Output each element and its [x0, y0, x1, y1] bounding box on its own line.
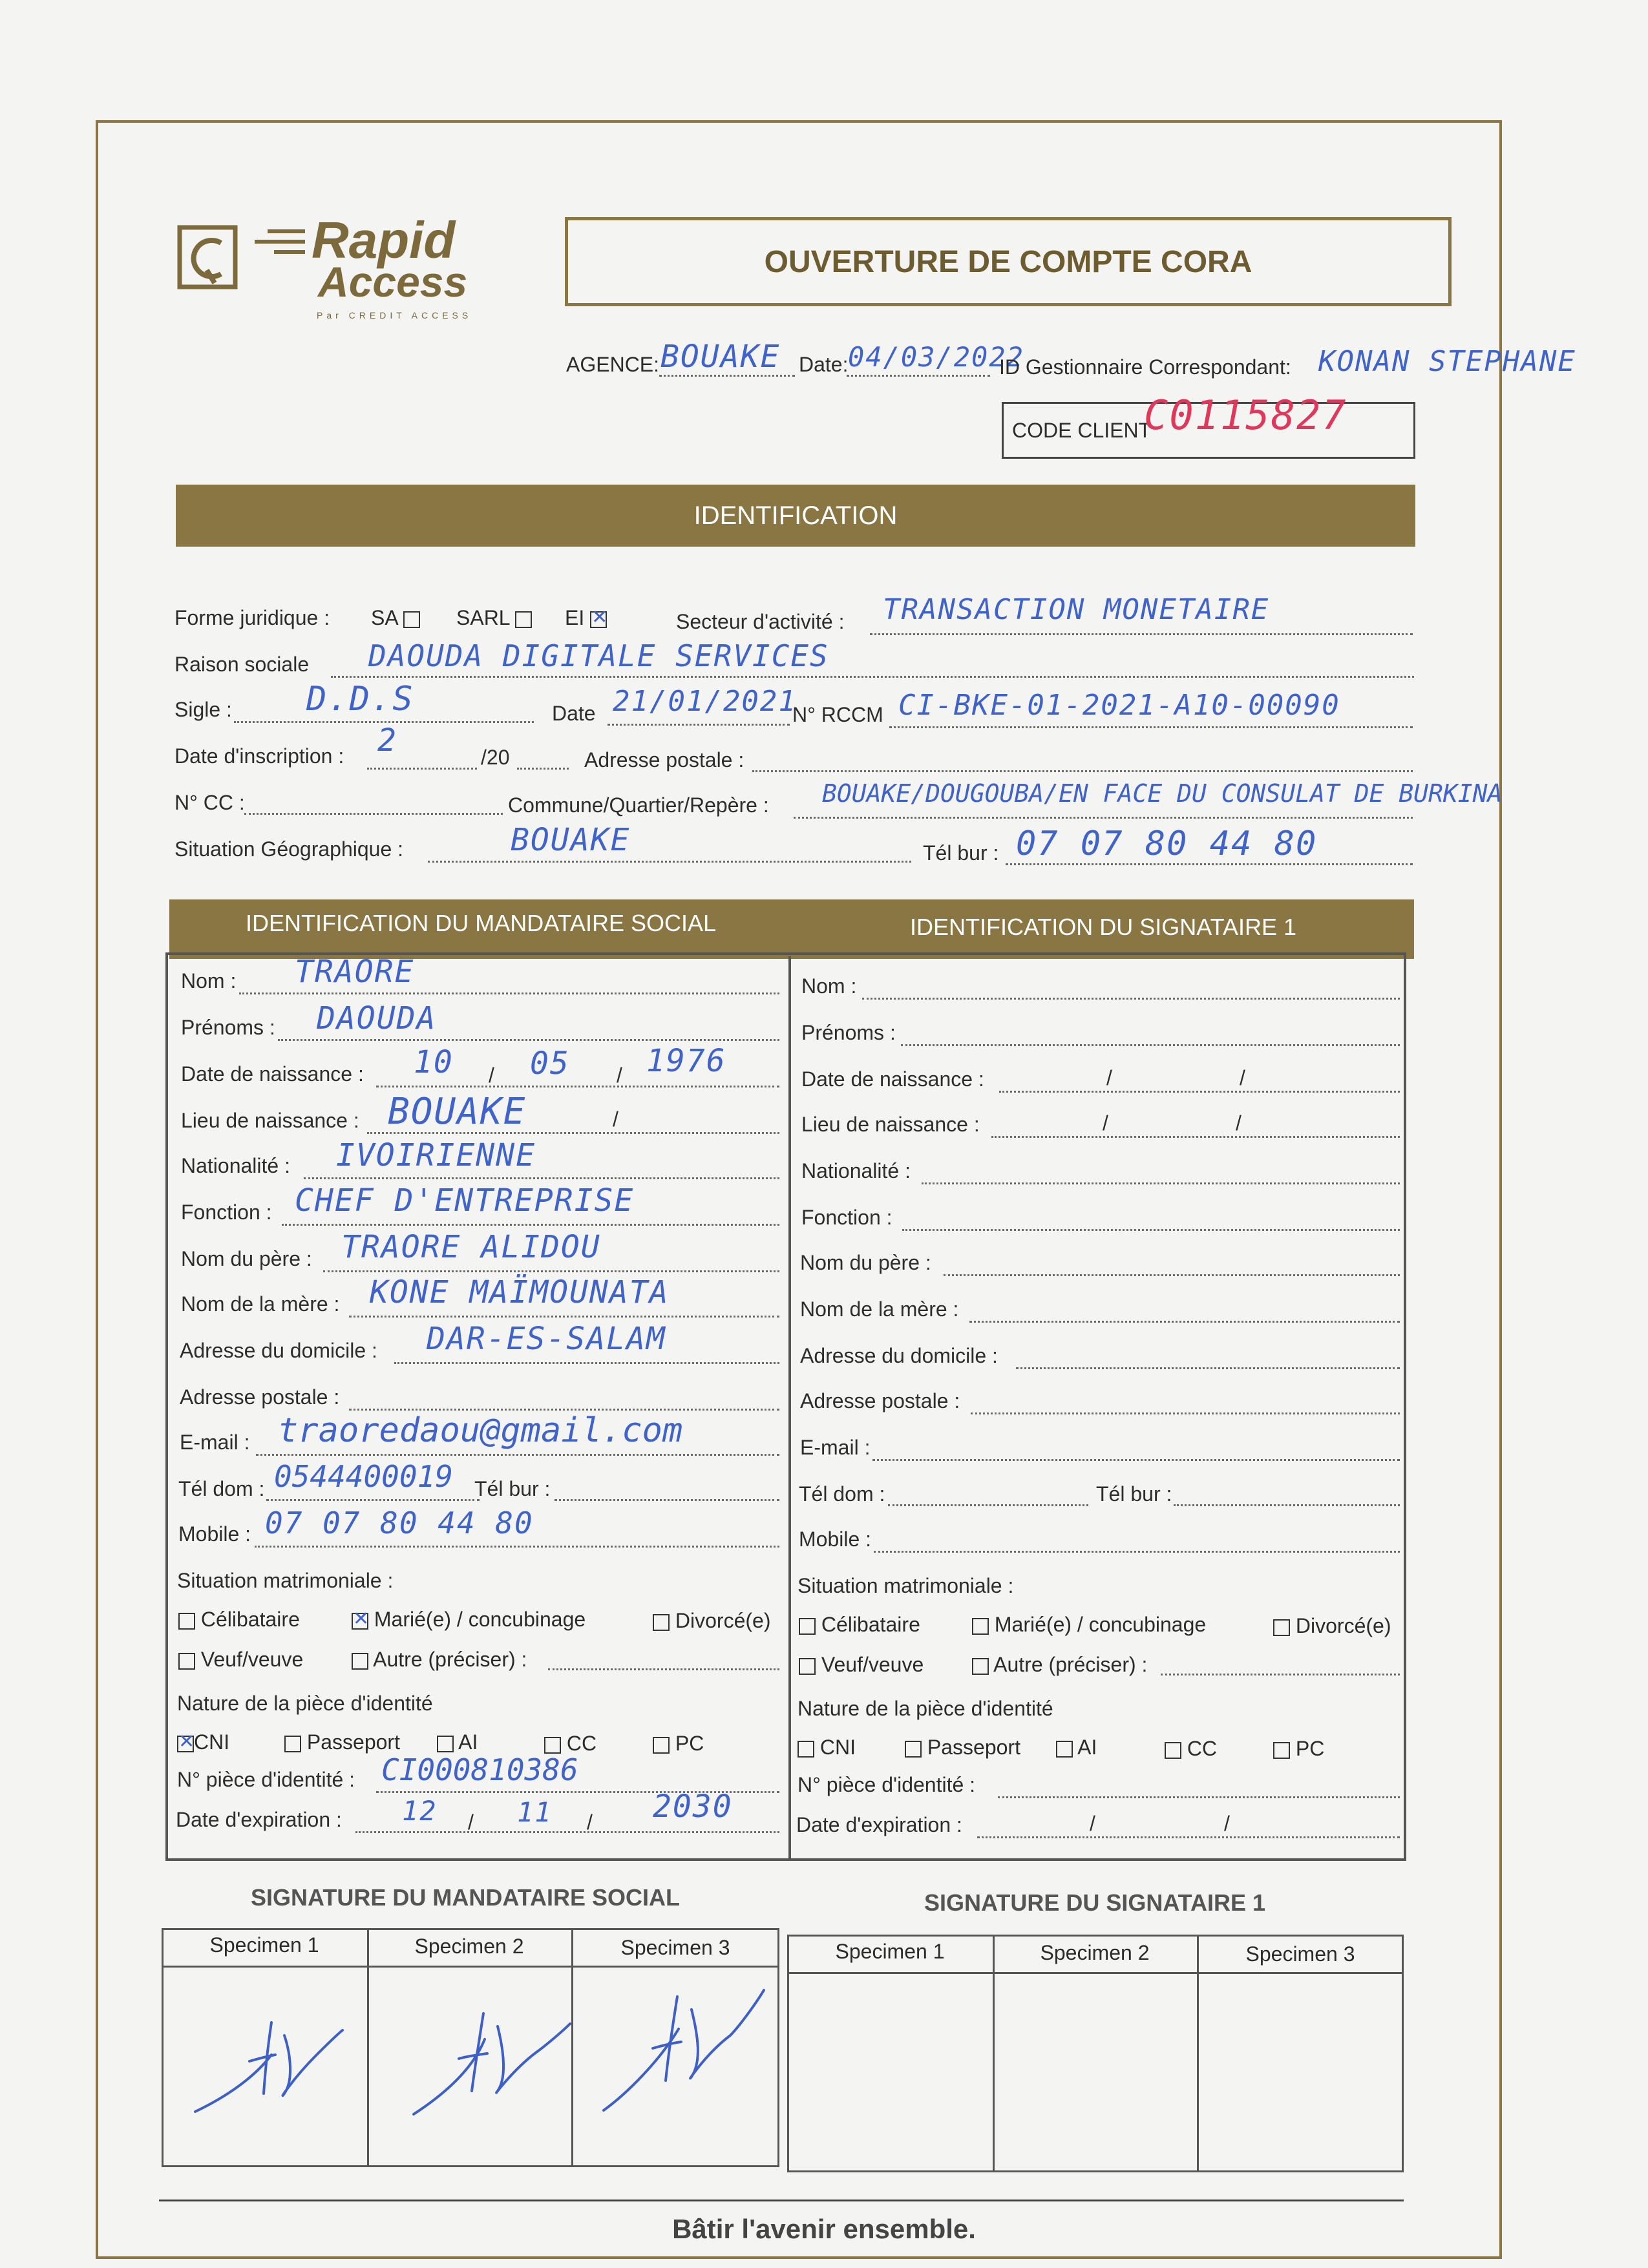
speed-lines-icon	[248, 226, 306, 265]
m-naissance-line	[376, 1086, 779, 1087]
situation-geo-label: Situation Géographique :	[174, 837, 404, 861]
m-mere-label: Nom de la mère :	[181, 1292, 340, 1316]
sigle-label: Sigle :	[174, 698, 232, 721]
checkbox-icon[interactable]	[905, 1741, 922, 1758]
agence-line	[659, 375, 795, 377]
s-postale-label: Adresse postale :	[800, 1389, 960, 1412]
m-mobile-label: Mobile :	[178, 1522, 251, 1546]
raison-value[interactable]: DAOUDA DIGITALE SERVICES	[368, 638, 829, 673]
m-lieu-sep: /	[613, 1108, 618, 1131]
m-lieu-label: Lieu de naissance :	[181, 1109, 359, 1132]
m-expiration-day[interactable]: 12	[402, 1795, 438, 1827]
s-mere-line	[969, 1321, 1400, 1323]
m-postale-line	[349, 1409, 779, 1411]
checkbox-icon[interactable]	[352, 1653, 368, 1670]
s-exp-sep1: /	[1090, 1812, 1095, 1835]
s-pere-line	[944, 1274, 1400, 1276]
form-title-box	[565, 217, 1452, 306]
m-piece-cc[interactable]: CC	[544, 1732, 597, 1756]
s-mobile-line	[874, 1551, 1400, 1553]
m-teldom-label: Tél dom :	[178, 1477, 265, 1500]
s-nationalite-label: Nationalité :	[801, 1159, 911, 1182]
s-piece-label: Nature de la pièce d'identité	[798, 1697, 1053, 1720]
s-lieu-sep1: /	[1103, 1111, 1108, 1135]
s-piece-cc[interactable]: CC	[1165, 1737, 1217, 1761]
checkbox-icon[interactable]	[1273, 1742, 1290, 1759]
sig-m-spec2: Specimen 2	[414, 1935, 524, 1958]
inscription-tail: /20	[481, 746, 510, 769]
s-postale-line	[971, 1412, 1400, 1414]
signature-3-image	[595, 1971, 769, 2119]
s-domicile-label: Adresse du domicile :	[800, 1344, 998, 1367]
m-naissance-sep1: /	[489, 1064, 494, 1087]
checkbox-icon[interactable]	[178, 1653, 195, 1670]
s-npiece-label: N° pièce d'identité :	[798, 1773, 976, 1796]
m-domicile-value[interactable]: DAR-ES-SALAM	[427, 1321, 666, 1357]
m-sit-divorce[interactable]: Divorcé(e)	[653, 1609, 770, 1633]
commune-value[interactable]: BOUAKE/DOUGOUBA/EN FACE DU CONSULAT DE BURKINA	[822, 779, 1503, 808]
agence-value[interactable]: BOUAKE	[660, 339, 781, 375]
m-situation-label: Situation matrimoniale :	[177, 1569, 394, 1592]
sig-mandataire-title: SIGNATURE DU MANDATAIRE SOCIAL	[251, 1884, 680, 1911]
agence-label: AGENCE:	[566, 353, 660, 376]
s-sit-marie[interactable]: Marié(e) / concubinage	[972, 1613, 1206, 1637]
m-nom-label: Nom :	[181, 969, 237, 992]
ncc-line	[244, 813, 503, 815]
s-npiece-line	[998, 1796, 1400, 1798]
m-teldom-line	[266, 1499, 480, 1501]
m-mere-line	[349, 1316, 779, 1318]
brand-tagline: Par CREDIT ACCESS	[317, 310, 472, 320]
s-nom-line	[862, 998, 1400, 1000]
s-mere-label: Nom de la mère :	[800, 1297, 959, 1321]
brand-main: Rapid	[312, 211, 456, 269]
m-email-line	[256, 1454, 779, 1456]
m-mobile-line	[255, 1546, 779, 1548]
sig-s-spec3: Specimen 3	[1245, 1942, 1355, 1966]
m-expiration-month[interactable]: 11	[517, 1796, 553, 1828]
m-piece-pc[interactable]: PC	[653, 1732, 704, 1756]
m-email-label: E-mail :	[180, 1431, 250, 1454]
ident-date-line	[607, 724, 790, 726]
checkbox-icon[interactable]	[799, 1618, 816, 1635]
s-piece-ai[interactable]: AI	[1056, 1736, 1097, 1759]
checkbox-icon[interactable]	[1273, 1619, 1290, 1636]
s-pere-label: Nom du père :	[800, 1251, 931, 1274]
m-piece-cni[interactable]: ✕CNI	[177, 1730, 229, 1754]
commune-label: Commune/Quartier/Repère :	[508, 793, 769, 817]
checkbox-icon[interactable]	[544, 1737, 561, 1754]
sigle-value[interactable]: D.D.S	[306, 680, 414, 719]
inscription-line	[367, 768, 477, 770]
sig-s-spec1: Specimen 1	[835, 1940, 945, 1963]
checkbox-icon[interactable]	[1165, 1742, 1181, 1759]
checkbox-icon[interactable]	[798, 1741, 814, 1758]
s-prenoms-label: Prénoms :	[801, 1021, 896, 1044]
code-client-label: CODE CLIENT	[1012, 419, 1152, 442]
s-teldom-line	[888, 1504, 1088, 1506]
m-naissance-day[interactable]: 10	[414, 1044, 454, 1080]
m-nom-line	[239, 992, 779, 994]
m-prenoms-line	[278, 1039, 779, 1041]
m-prenoms-value[interactable]: DAOUDA	[317, 1000, 437, 1036]
m-mere-value[interactable]: KONE MAÏMOUNATA	[370, 1274, 670, 1310]
signataire-title: IDENTIFICATION DU SIGNATAIRE 1	[909, 914, 1297, 940]
footer-rule	[159, 2200, 1404, 2201]
s-piece-cni[interactable]: CNI	[798, 1736, 856, 1759]
ncc-label: N° CC :	[174, 791, 245, 814]
s-piece-pc[interactable]: PC	[1273, 1737, 1324, 1761]
signature-1-image	[187, 1997, 355, 2126]
forme-ei[interactable]: EI ✕	[565, 606, 607, 630]
m-lieu-value[interactable]: BOUAKE	[388, 1091, 527, 1133]
s-fonction-label: Fonction :	[801, 1206, 893, 1229]
s-email-label: E-mail :	[800, 1436, 871, 1459]
s-lieu-label: Lieu de naissance :	[801, 1113, 980, 1136]
m-exp-sep1: /	[468, 1811, 474, 1834]
m-sit-autre[interactable]: Autre (préciser) :	[352, 1648, 527, 1672]
m-sit-marie[interactable]: ✕ Marié(e) / concubinage	[352, 1608, 586, 1632]
m-domicile-line	[394, 1362, 779, 1364]
m-prenoms-label: Prénoms :	[181, 1016, 275, 1039]
logo-mark-icon	[176, 224, 240, 295]
date-label: Date:	[799, 353, 849, 376]
checkbox-icon[interactable]	[972, 1618, 989, 1635]
brand-sub: Access	[318, 258, 468, 306]
sig-m-spec3: Specimen 3	[620, 1936, 730, 1959]
s-naissance-sep1: /	[1106, 1066, 1112, 1089]
m-npiece-value[interactable]: CI000810386	[381, 1752, 578, 1787]
situation-geo-value[interactable]: BOUAKE	[511, 822, 631, 858]
s-expiration-line	[977, 1836, 1400, 1838]
gestionnaire-value[interactable]: KONAN STEPHANE	[1318, 345, 1576, 378]
sig-s-header-line	[787, 1972, 1404, 1974]
s-naissance-label: Date de naissance :	[801, 1067, 984, 1091]
checkbox-icon[interactable]	[972, 1658, 989, 1675]
raison-line	[331, 676, 1414, 678]
s-email-line	[872, 1459, 1400, 1461]
checkbox-icon[interactable]	[653, 1614, 670, 1631]
gestionnaire-label: ID Gestionnaire Correspondant:	[999, 355, 1291, 379]
ident-date-label: Date	[552, 702, 596, 725]
sa-checkbox-icon[interactable]	[403, 611, 420, 628]
s-lieu-sep2: /	[1236, 1111, 1241, 1135]
m-nationalite-value[interactable]: IVOIRIENNE	[336, 1137, 536, 1173]
m-expiration-year[interactable]: 2030	[653, 1789, 733, 1825]
checkbox-checked-icon[interactable]	[177, 1736, 194, 1752]
s-sit-autre-line	[1161, 1674, 1400, 1675]
forme-label: Forme juridique :	[174, 606, 330, 629]
s-sit-autre[interactable]: Autre (préciser) :	[972, 1653, 1147, 1677]
m-nationalite-label: Nationalité :	[181, 1154, 290, 1177]
m-pere-value[interactable]: TRAORE ALIDOU	[341, 1229, 601, 1265]
rccm-label: N° RCCM	[792, 703, 883, 726]
m-nom-value[interactable]: TRAORE	[295, 954, 415, 990]
s-sit-divorce[interactable]: Divorcé(e)	[1273, 1614, 1391, 1638]
m-telbur-label: Tél bur :	[474, 1477, 551, 1500]
forme-sa[interactable]: SA	[371, 606, 420, 630]
checkbox-icon[interactable]	[178, 1613, 195, 1630]
m-teldom-value[interactable]: 0544400019	[274, 1459, 453, 1494]
s-fonction-line	[902, 1229, 1400, 1231]
sig-signataire-table	[787, 1935, 1404, 2172]
forme-sarl[interactable]: SARL	[456, 606, 532, 630]
inscription-line-2	[517, 768, 569, 770]
brand-logo	[176, 211, 499, 330]
checkbox-checked-icon[interactable]	[352, 1613, 368, 1630]
s-teldom-label: Tél dom :	[799, 1482, 885, 1506]
m-npiece-label: N° pièce d'identité :	[177, 1768, 355, 1791]
sig-m-vline-1	[367, 1928, 369, 2167]
m-naissance-label: Date de naissance :	[181, 1062, 364, 1086]
checkbox-icon[interactable]	[284, 1736, 301, 1752]
ei-checkbox-icon[interactable]	[590, 611, 607, 628]
s-domicile-line	[1016, 1367, 1400, 1369]
checkbox-icon[interactable]	[653, 1737, 670, 1754]
date-line	[847, 375, 990, 377]
m-sit-celibataire[interactable]: Célibataire	[178, 1608, 300, 1632]
m-sit-autre-line	[548, 1668, 779, 1670]
rccm-value[interactable]: CI-BKE-01-2021-A10-00090	[898, 689, 1340, 722]
date-value[interactable]: 04/03/2022	[848, 341, 1024, 373]
identification-title: IDENTIFICATION	[693, 501, 898, 530]
identification-panel	[165, 952, 1406, 1861]
checkbox-icon[interactable]	[1056, 1741, 1073, 1758]
secteur-label: Secteur d'activité :	[676, 610, 845, 633]
s-telbur-line	[1174, 1504, 1400, 1506]
m-piece-ai[interactable]: AI	[437, 1730, 478, 1754]
s-sit-veuf[interactable]: Veuf/veuve	[799, 1653, 924, 1677]
sig-signataire-title: SIGNATURE DU SIGNATAIRE 1	[924, 1889, 1266, 1916]
sarl-checkbox-icon[interactable]	[515, 611, 532, 628]
m-domicile-label: Adresse du domicile :	[180, 1339, 377, 1362]
m-fonction-line	[282, 1224, 779, 1226]
code-client-value[interactable]: C0115827	[1144, 392, 1347, 439]
s-nom-label: Nom :	[801, 974, 857, 998]
inscription-value[interactable]: 2	[377, 722, 397, 759]
m-sit-veuf[interactable]: Veuf/veuve	[178, 1648, 303, 1672]
adresse-postale-line	[752, 770, 1413, 772]
m-postale-label: Adresse postale :	[180, 1385, 340, 1409]
s-expiration-label: Date d'expiration :	[796, 1813, 962, 1836]
adresse-postale-label: Adresse postale :	[584, 748, 745, 772]
signature-2-image	[401, 1994, 575, 2123]
s-naissance-sep2: /	[1240, 1066, 1245, 1089]
form-title: OUVERTURE DE COMPTE CORA	[764, 244, 1252, 279]
m-piece-label: Nature de la pièce d'identité	[177, 1692, 433, 1715]
m-expiration-label: Date d'expiration :	[176, 1808, 342, 1831]
s-situation-label: Situation matrimoniale :	[798, 1574, 1014, 1597]
m-naissance-month[interactable]: 05	[530, 1045, 570, 1082]
s-lieu-line	[991, 1136, 1400, 1138]
m-pere-label: Nom du père :	[181, 1247, 312, 1270]
raison-label: Raison sociale	[174, 653, 310, 676]
secteur-value[interactable]: TRANSACTION MONETAIRE	[883, 593, 1270, 626]
m-naissance-sep2: /	[617, 1064, 622, 1087]
telbur-label: Tél bur :	[923, 841, 999, 865]
m-email-value[interactable]: traoredaou@gmail.com	[278, 1411, 683, 1450]
secteur-line	[870, 633, 1413, 635]
m-expiration-line	[355, 1831, 779, 1833]
s-sit-celibataire[interactable]: Célibataire	[799, 1613, 920, 1637]
s-prenoms-line	[901, 1044, 1400, 1046]
m-piece-passeport[interactable]: Passeport	[284, 1730, 400, 1754]
m-mobile-value[interactable]: 07 07 80 44 80	[265, 1506, 534, 1540]
telbur-value[interactable]: 07 07 80 44 80	[1016, 824, 1318, 863]
telbur-line	[1006, 863, 1413, 865]
checkbox-icon[interactable]	[799, 1658, 816, 1675]
sig-s-vline-1	[993, 1935, 995, 2172]
s-naissance-line	[999, 1091, 1400, 1093]
inscription-label: Date d'inscription :	[174, 744, 344, 768]
sig-m-header-line	[162, 1966, 779, 1968]
m-telbur-line	[555, 1499, 779, 1501]
checkbox-icon[interactable]	[437, 1736, 454, 1752]
s-mobile-label: Mobile :	[799, 1528, 872, 1551]
m-exp-sep2: /	[587, 1811, 593, 1834]
s-piece-passeport[interactable]: Passeport	[905, 1736, 1020, 1759]
m-fonction-value[interactable]: CHEF D'ENTREPRISE	[295, 1182, 635, 1219]
s-exp-sep2: /	[1224, 1812, 1230, 1835]
m-naissance-year[interactable]: 1976	[646, 1043, 726, 1079]
situation-geo-line	[428, 861, 911, 863]
mandataire-title: IDENTIFICATION DU MANDATAIRE SOCIAL	[245, 910, 717, 936]
m-nationalite-line	[304, 1177, 779, 1179]
m-pere-line	[323, 1270, 779, 1272]
commune-line	[794, 817, 1413, 819]
s-nationalite-line	[922, 1182, 1400, 1184]
footer-slogan: Bâtir l'avenir ensemble.	[672, 2214, 976, 2244]
sig-s-spec2: Specimen 2	[1040, 1941, 1150, 1964]
s-telbur-label: Tél bur :	[1096, 1482, 1172, 1506]
panel-divider	[788, 956, 791, 1861]
ident-date-value[interactable]: 21/01/2021	[613, 685, 797, 718]
identification-band	[176, 485, 1415, 547]
sig-m-spec1: Specimen 1	[209, 1933, 319, 1957]
m-fonction-label: Fonction :	[181, 1201, 272, 1224]
sig-s-vline-2	[1197, 1935, 1199, 2172]
rccm-line	[889, 726, 1413, 728]
